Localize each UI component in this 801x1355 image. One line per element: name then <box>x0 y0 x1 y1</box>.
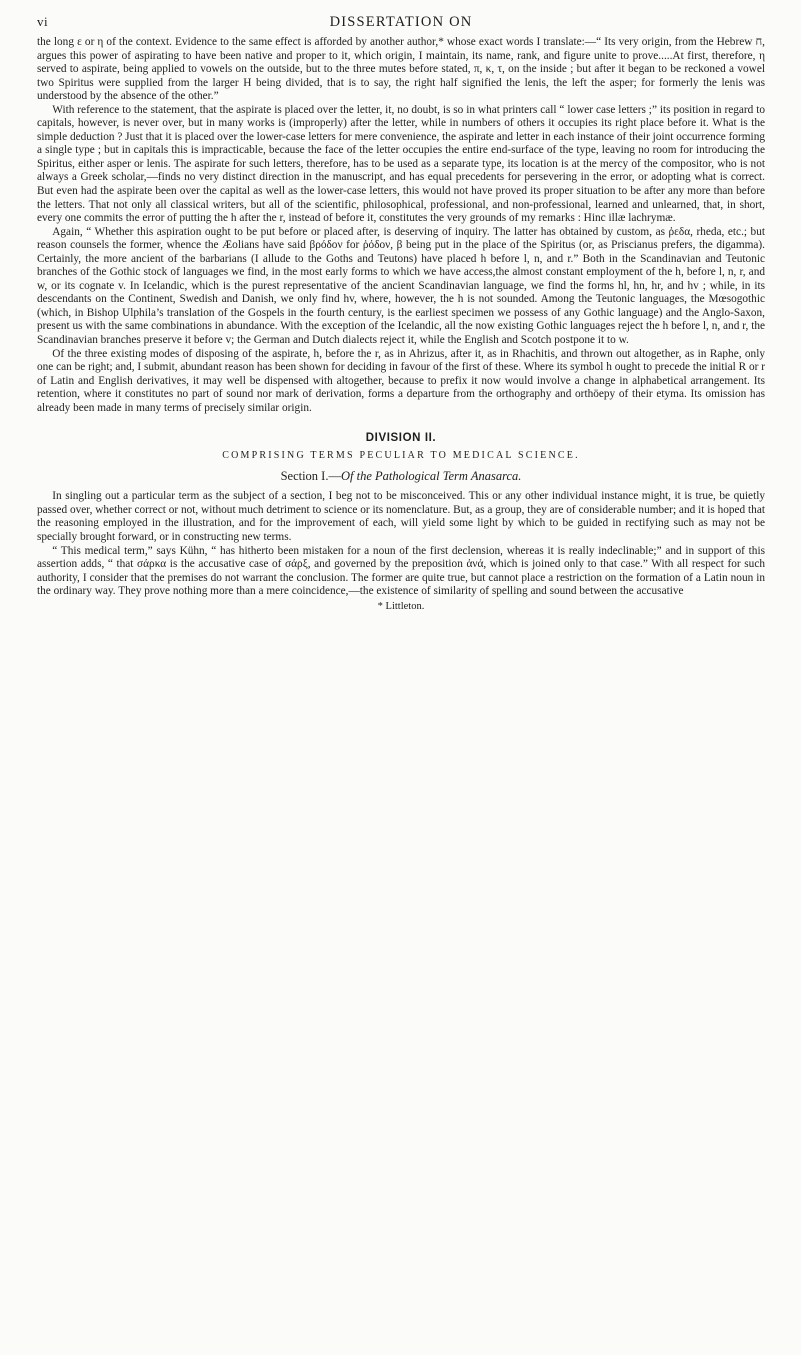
running-head: DISSERTATION ON <box>329 14 473 30</box>
section-title: Of the Pathological Term Anasarca. <box>340 469 522 484</box>
paragraph: With reference to the statement, that the aspirate is placed over the letter, it, no doubt, is so in what printers call “ lower case letters ;” its position in regard to capitals, however, is never over, but in many works is (improperly) after the letter, while in numbers of others it occupies its right place before it. What is the simple deduction ? Just that it is placed over the lower-case letters for mere convenience, the aspirate and letter in each instance of their joint occurrence forming a single type ; but in capitals this is impracticable, because the face of the letter occupies the entire end-surface of the type, leaving no room for introducing the Spiritus, either asper or lenis. The aspirate for such letters, therefore, has to be used as a separate type, its location is at the mercy of the compositor, who is not always a Greek scholar,—finds no very distinct direction in the manuscript, and has equal precedents for persevering in the error, or adopting what is correct. But even had the aspirate been over the capital as well as the lower-case letters, this would not have proved its proper situation to be after any more than before the letters. That not only all classical writers, but all of the scientific, philosophical, professional, and non-professional, learned and unlearned, that, in short, every one commits the error of putting the h after the r, instead of before it, constitutes the very grounds of my remarks : Hinc illæ lachrymæ. <box>37 103 765 225</box>
paragraph: Again, “ Whether this aspiration ought to be put before or placed after, is deserving of inquiry. The latter has obtained by custom, as ῥεδα, rheda, etc.; but reason counsels the former, whence the Æolians have said βρόδον for ῥόδον, β being put in the place of the Spiritus (or, as Priscianus prefers, the digamma). Certainly, the more ancient of the barbarians (I allude to the Goths and Teutons) have placed h before l, n, and r.” Both in the Scandinavian and Teutonic branches of the Gothic stock of languages we find, in the most early forms to which we have access,the almost constant employment of the h, before l, n, r, and w, or its cognate v. In Icelandic, which is the purest representative of the ancient Scandinavian language, we find the forms hl, hn, hr, and hv ; while, in its descendants on the Continent, Swedish and Danish, we only find hv, where, however, the h is not sounded. Among the Teutonic languages, the Mœsogothic (which, in Bishop Ulphila’s translation of the Gospels in the fourth century, is the earliest specimen we possess of any Gothic language) and the Anglo-Saxon, present us with the same combinations in abundance. With the exception of the Icelandic, all the now existing Gothic languages reject the h before l, n, and r, the Scandinavian branches preserve it before v; the German and Dutch dialects reject it, while the English and Scotch postpone it to w. <box>37 225 765 347</box>
footnote: * Littleton. <box>377 600 425 612</box>
division-subtitle: COMPRISING TERMS PECULIAR TO MEDICAL SCIENCE. <box>222 450 580 462</box>
paragraph: the long ε or η of the context. Evidence to the same effect is afforded by another author,* whose exact words I translate:—“ Its very origin, from the Hebrew ח, argues this power of aspirating to have been native and proper to it, which origin, I maintain, its name, rank, and figure unite to prove.....At first, therefore, η served to aspirate, being applied to vowels on the outside, but to the three mutes before stated, π, κ, τ, on the inside ; but after it began to be reckoned a vowel two Spiritus were supplied from the larger H being divided, that is to say, the right half signified the lenis, the left the asper; for formerly the lenis was understood by the absence of the other.” <box>37 36 765 103</box>
paragraph: Of the three existing modes of disposing of the aspirate, h, before the r, as in Ahrizus, after it, as in Rhachitis, and thrown out altogether, as in Raphe, only one can be right; and, I submit, abundant reason has been shown for deciding in favour of the first of these. Where its symbol h ought to precede the initial R or r of Latin and English derivatives, it may well be dispensed with altogether, because to prefix it now would involve a change in alphabetical arrangement. Its retention, where it constitutes no part of sound nor mark of derivation, forms a departure from the orthography and orthöepy of their etyma. Its omission has already been made in many terms of precisely similar origin. <box>37 347 765 414</box>
paragraph: “ This medical term,” says Kühn, “ has hitherto been mistaken for a noun of the first declension, whereas it is really indeclinable;” and in support of this assertion adds, “ that σάρκα is the accusative case of σάρξ, and governed by the preposition ἀνά, which is joined only to that case.” With all respect for such authority, I consider that the premises do not warrant the conclusion. The former are quite true, but cannot place a restriction on the formation of a Latin noun in the ordinary way. They prove nothing more than a mere coincidence,—the existence of similarity of spelling and sound between the accusative <box>37 544 765 598</box>
body-text-bottom <box>37 490 765 598</box>
section-label: Section I.— <box>280 469 341 484</box>
section-heading <box>37 469 765 484</box>
division-title: DIVISION II. <box>365 432 437 445</box>
paragraph: In singling out a particular term as the subject of a section, I beg not to be misconceived. This or any other individual instance might, it is true, be quietly passed over, whether correct or not, without much detriment to science or its nomenclature. But, as a group, they are of considerable number; and it is hoped that the reasoning employed in the illustration, and for the improvement of each, will yield some light by which to be guided in rectifying such as may not be specially brought forward, or in constructing new terms. <box>37 490 765 543</box>
body-text-top <box>37 36 765 415</box>
page-number: vi <box>37 14 49 29</box>
page-header <box>37 14 765 36</box>
